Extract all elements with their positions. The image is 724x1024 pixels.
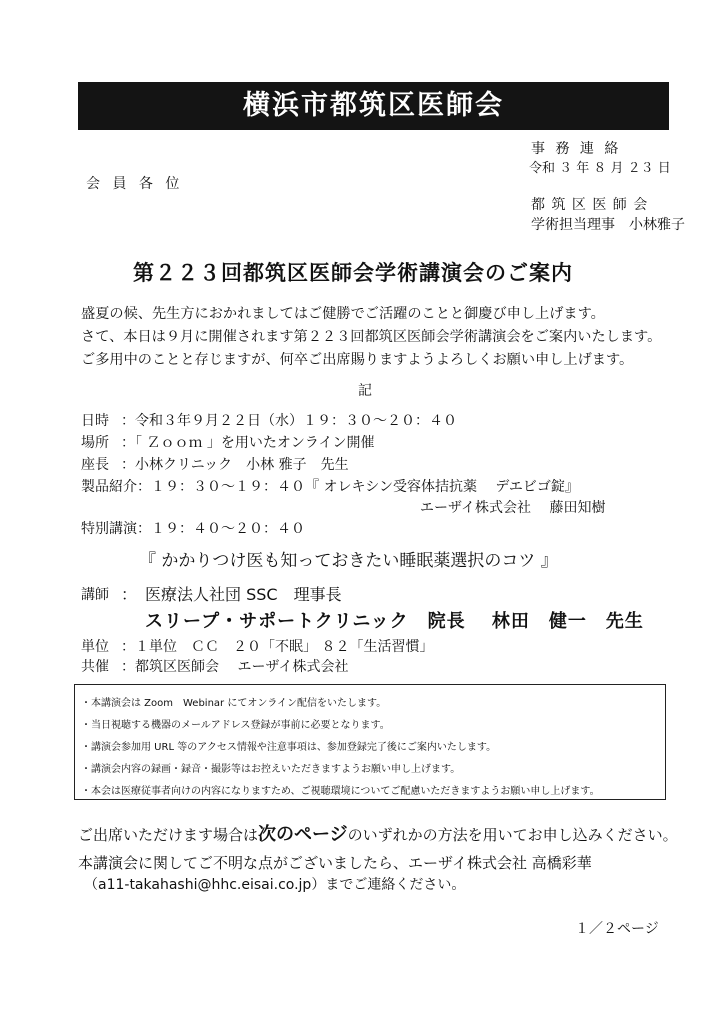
chair-label: 座長 <box>81 457 109 473</box>
note-item: ・当日視聴する機器のメールアドレス登録が事前に必要となります。 <box>81 720 390 731</box>
chair-value: ：小林クリニック 小林 雅子 先生 <box>121 457 349 473</box>
credits-label: 単位 <box>81 639 109 655</box>
place-label: 場所 <box>81 435 109 451</box>
ki-heading: 記 <box>358 383 372 399</box>
product-value: ：１９：３０～１９：４０『 オレキシン受容体拮抗薬 デエビゴ錠』 <box>137 479 579 495</box>
sender-organization: 都 筑 区 医 師 会 <box>531 197 649 213</box>
page-title: 第２２３回都筑区医師会学術講演会のご案内 <box>133 261 573 285</box>
cohost-label: 共催 <box>81 659 109 675</box>
note-item: ・講演会参加用 URL 等のアクセス情報や注意事項は、参加登録完了後にご案内いたします。 <box>81 742 497 753</box>
intro-line-1: 盛夏の候、先生方におかれましてはご健勝でご活躍のことと御慶び申し上げます。 <box>81 306 605 322</box>
page-number: １／２ページ <box>575 921 659 937</box>
lecturer-colon: ： <box>121 585 138 604</box>
notes-box <box>74 684 666 800</box>
lecture-title: 『 かかりつけ医も知っておきたい睡眠薬選択のコツ 』 <box>139 551 558 571</box>
association-banner: 横浜市都筑区医師会 <box>78 82 669 130</box>
lecturer-label: 講師 <box>81 587 109 603</box>
datetime-value: ：令和３年９月２２日（水）１９：３０～２０：４０ <box>121 413 457 429</box>
product-presenter: エーザイ株式会社 藤田知樹 <box>420 500 606 516</box>
next-page-emphasis: 次のページ <box>258 824 348 845</box>
lecturer-clinic-name: スリープ・サポートクリニック 院長 林田 健一 先生 <box>145 611 644 632</box>
recipient: 会 員 各 位 <box>86 176 184 192</box>
datetime-label: 日時 <box>81 413 109 429</box>
intro-line-3: ご多用中のことと存じますが、何卒ご出席賜りますようよろしくお願い申し上げます。 <box>81 352 634 368</box>
special-lecture-time: ：１９：４０～２０：４０ <box>137 521 305 537</box>
lecturer-affiliation: 医療法人社団 SSC 理事長 <box>145 585 342 604</box>
attend-text-post: のいずれかの方法を用いてお申し込みください。 <box>347 826 678 844</box>
contact-email: （a11-takahashi@hhc.eisai.co.jp）までご連絡ください。 <box>84 877 466 893</box>
note-item: ・本講演会は Zoom Webinar にてオンライン配信をいたします。 <box>81 698 387 709</box>
sender-person: 学術担当理事 小林雅子 <box>531 217 685 233</box>
document-type: 事 務 連 絡 <box>531 141 622 157</box>
document-date: 令和 ３ 年 ８ 月 ２３ 日 <box>529 161 671 176</box>
place-value: ：「 Ｚｏｏｍ 」を用いたオンライン開催 <box>121 435 375 451</box>
credits-value: ：１単位 ＣＣ ２０「不眠」 ８２「生活習慣」 <box>121 639 434 655</box>
cohost-value: ：都筑区医師会 エーザイ株式会社 <box>121 659 349 675</box>
intro-line-2: さて、本日は９月に開催されます第２２３回都筑区医師会学術講演会をご案内いたします。 <box>81 329 662 345</box>
attend-instruction <box>78 820 678 846</box>
contact-line: 本講演会に関してご不明な点がございましたら、エーザイ株式会社 高橋彩華 <box>78 854 592 872</box>
note-item: ・本会は医療従事者向けの内容になりますため、ご視聴環境についてご配慮いただきますようお願い申し上げます。 <box>81 786 600 797</box>
note-item: ・講演会内容の録画・録音・撮影等はお控えいただきますようお願い申し上げます。 <box>81 764 461 775</box>
special-lecture-label: 特別講演 <box>81 521 137 537</box>
attend-text-pre: ご出席いただけます場合は <box>78 826 259 844</box>
product-label: 製品紹介 <box>81 479 137 495</box>
